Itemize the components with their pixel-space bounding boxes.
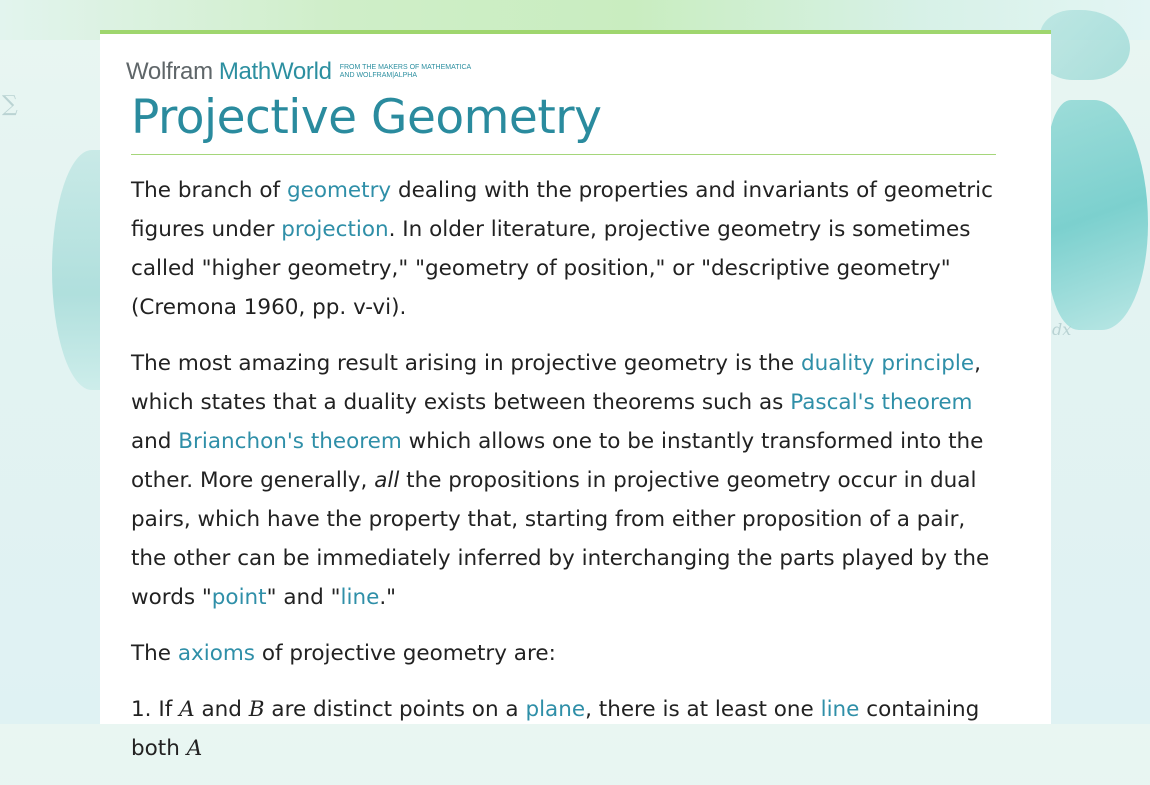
article-body — [131, 171, 1001, 785]
text: and — [194, 697, 249, 722]
axiom-1 — [131, 690, 1001, 768]
math-variable-a: A — [186, 736, 203, 761]
text: dealing with the properties and invariants of geometric figures under — [131, 178, 993, 242]
link-line[interactable]: line — [340, 585, 380, 610]
decorative-formula-left: ∑ — [2, 92, 18, 117]
math-variable-a: A — [179, 697, 195, 722]
paragraph-axioms — [131, 634, 1001, 673]
text: . In older literature, projective geometry is sometimes called "higher geometry," "geometry of position," or "descriptive geometry" (Cremona 1960, pp. v-vi). — [131, 217, 971, 320]
link-brianchons-theorem[interactable]: Brianchon's theorem — [178, 429, 402, 454]
link-point[interactable]: point — [211, 585, 267, 610]
decorative-surface-right — [1048, 100, 1148, 330]
link-geometry[interactable]: geometry — [286, 178, 392, 203]
brand-tagline — [340, 64, 471, 80]
text: The — [131, 641, 178, 666]
text: , there is at least one — [585, 697, 821, 722]
paragraph-intro — [131, 171, 1001, 327]
emphasis-all: all — [374, 468, 400, 493]
article-card — [100, 30, 1051, 761]
link-duality-principle[interactable]: duality principle — [800, 351, 975, 376]
text: containing both — [131, 697, 980, 761]
link-plane[interactable]: plane — [525, 697, 586, 722]
text: which allows one to be instantly transformed into the other. More generally, — [131, 429, 984, 493]
mathworld-logo[interactable] — [126, 60, 471, 84]
brand-tagline-2: AND WOLFRAM|ALPHA — [339, 72, 417, 79]
page-title: Projective Geometry — [131, 90, 602, 145]
text: are distinct points on a — [264, 697, 526, 722]
text: , which states that a duality exists between theorems such as — [131, 351, 981, 415]
link-projection[interactable]: projection — [281, 217, 389, 242]
text: 1. If — [131, 697, 180, 722]
link-pascals-theorem[interactable]: Pascal's theorem — [790, 390, 973, 415]
decorative-formula-right: dx — [1052, 320, 1072, 339]
paragraph-duality — [131, 344, 1001, 617]
link-line[interactable]: line — [820, 697, 860, 722]
text: of projective geometry are: — [255, 641, 556, 666]
math-variable-b: B — [248, 697, 265, 722]
text: " and " — [266, 585, 341, 610]
text: and — [131, 429, 179, 454]
link-axioms[interactable]: axioms — [177, 641, 255, 666]
brand-mathworld: MathWorld — [218, 58, 332, 85]
title-divider — [131, 154, 996, 155]
brand-tagline-1: FROM THE MAKERS OF MATHEMATICA — [339, 64, 472, 71]
text: ." — [379, 585, 397, 610]
text: The branch of — [131, 178, 287, 203]
brand-wolfram: Wolfram — [126, 58, 213, 85]
text: the propositions in projective geometry occur in dual pairs, which have the property that, starting from either proposition of a pair, the other can be immediately inferred by interchanging the parts played by the words " — [131, 468, 990, 610]
text: The most amazing result arising in projective geometry is the — [131, 351, 801, 376]
